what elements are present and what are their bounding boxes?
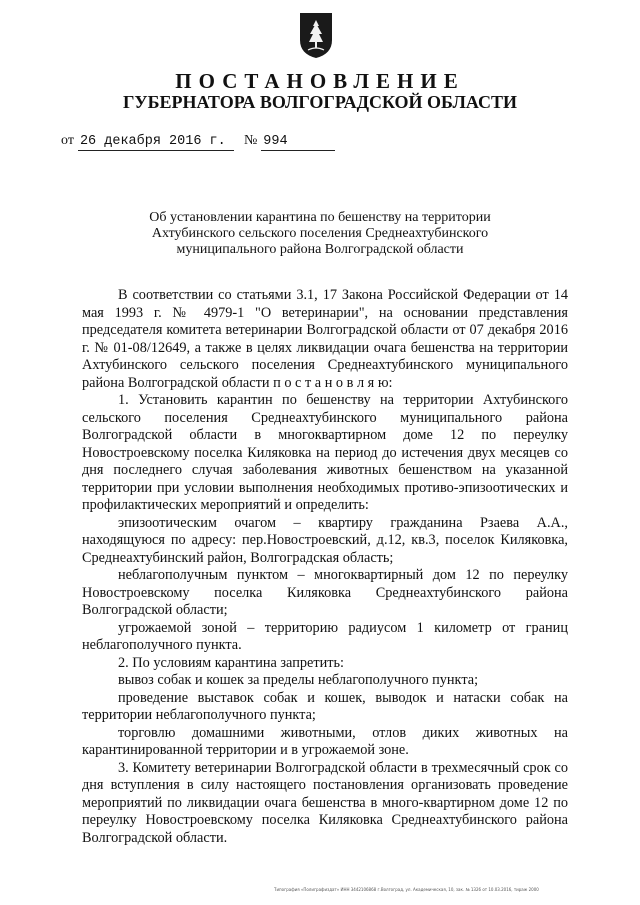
subject-line: Ахтубинского сельского поселения Среднеахтубинского <box>151 226 489 241</box>
subject-line: муниципального района Волгоградской области <box>176 242 464 257</box>
body-paragraph-focus: эпизоотическим очагом – квартиру гражданина Рзаева А.А., находящуюся по адресу: пер.Новостроевский, д.12, кв.3, поселок Киляковка, Среднеахтубинский район, Волгоградская область; <box>82 514 568 566</box>
body-paragraph-affected-point: неблагополучным пунктом – многоквартирный дом 12 по переулку Новостроевскому поселка Киляковка Среднеахтубинского района Волгоградской области; <box>82 567 568 618</box>
document-title: ПОСТАНОВЛЕНИЕ <box>175 69 465 93</box>
number-label: № <box>243 133 258 148</box>
body-paragraph-item-3: 3. Комитету ветеринарии Волгоградской области в трехмесячный срок со дня вступления в силу настоящего постановления организовать проведение мероприятий по ликвидации очага бешенства в много-квартирном доме 12 по переулку Новостроевскому поселка Киляковка Среднеахтубинского района Волгоградской области. <box>82 759 568 846</box>
body-paragraph-ban-export: вывоз собак и кошек за пределы неблагополучного пункта; <box>118 672 479 688</box>
printer-imprint: Типография «Полиграфиздат» ИНН 3442106868 г.Волгоград, ул. Академическая, 10, зак. № 1326 от 10.03.2016, тираж 2000 <box>274 887 539 892</box>
body-paragraph-item-1: 1. Установить карантин по бешенству на территории Ахтубинского сельского поселения Среднеахтубинского муниципального района Волгоградской области в многоквартирном доме 12 по переулку Новостроевскому поселка Киляковка на период до истечения двух месяцев со дня последнего случая заболевания животных бешенством на указанной территории при условии выполнения необходимых противо-эпизоотических и профилактических мероприятий и определить: <box>82 392 568 513</box>
document-date: 26 декабря 2016 г. <box>78 134 234 151</box>
document-body <box>82 287 568 847</box>
document-number: 994 <box>261 134 335 151</box>
body-paragraph-ban-exhibitions: проведение выставок собак и кошек, выводок и натаски собак на территории неблагополучного пункта; <box>82 689 568 723</box>
document-meta <box>61 133 335 151</box>
body-paragraph-item-2: 2. По условиям карантина запретить: <box>118 654 344 671</box>
document-subject <box>120 210 520 258</box>
date-prefix: от <box>61 133 74 148</box>
coat-of-arms-emblem <box>296 10 336 60</box>
body-paragraph-preamble: В соответствии со статьями 3.1, 17 Закона Российской Федерации от 14 мая 1993 г. № 4979-1 "О ветеринарии", на основании представления председателя комитета ветеринарии Волгоградской области от 07 декабря 2016 г. № 01-08/12649, а также в целях ликвидации очага бешенства на территории Ахтубинского сельского поселения Среднеахтубинского муниципального района Волгоградской области п о с т а н о в л я ю: <box>82 287 568 391</box>
body-paragraph-threat-zone: угрожаемой зоной – территорию радиусом 1 километр от границ неблагополучного пункта. <box>82 619 568 653</box>
document-subtitle: ГУБЕРНАТОРА ВОЛГОГРАДСКОЙ ОБЛАСТИ <box>122 92 518 112</box>
subject-line: Об установлении карантина по бешенству на территории <box>149 210 491 225</box>
body-paragraph-ban-trade: торговлю домашними животными, отлов диких животных на карантинированной территории и в угрожаемой зоне. <box>82 724 568 758</box>
